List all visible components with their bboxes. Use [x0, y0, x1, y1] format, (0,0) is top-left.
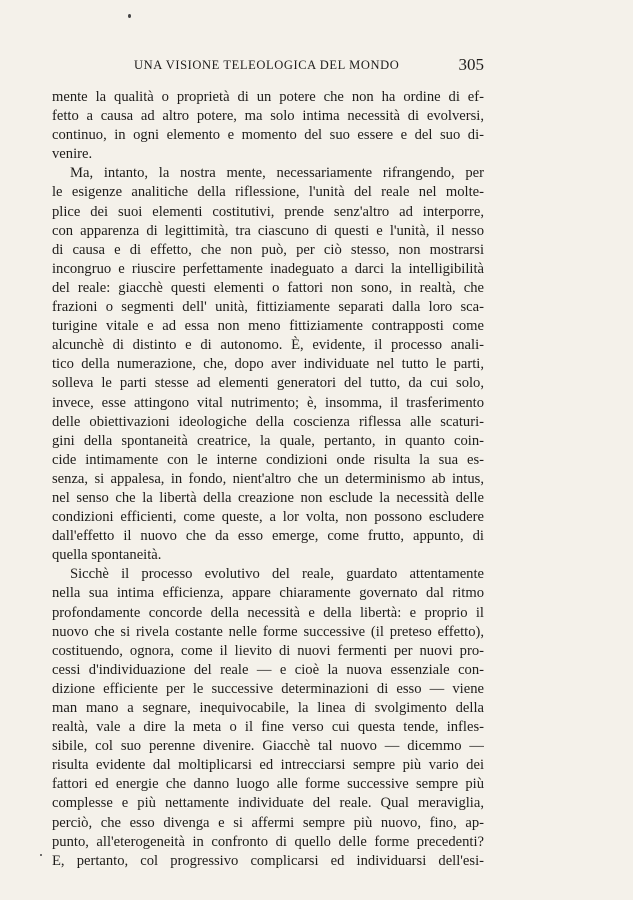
- text-line: del reale: giacchè questi elementi o fattori non sono, in realtà, che: [52, 279, 484, 296]
- text-line: complesse e più nettamente individuate del reale. Qual meraviglia,: [52, 795, 484, 812]
- text-line: man mano a segnare, inequivocabile, la linea di svolgimento della: [52, 700, 484, 716]
- text-line: nuovo che si rivela costante nelle forme successive (il preteso effetto),: [52, 623, 484, 640]
- text-line: risulta evidente dal moltiplicarsi ed intrecciarsi sempre più vario dei: [52, 757, 484, 774]
- text-line: turigine vitale e ad essa non meno fittiziamente contrapposti come: [52, 318, 484, 335]
- text-line: tico della numerazione, che, dopo aver individuate nel tutto le parti,: [52, 356, 484, 373]
- text-line: E, pertanto, col progressivo complicarsi ed individuarsi dell'esi-: [52, 852, 484, 869]
- text-line: quella spontaneità.: [52, 547, 162, 564]
- text-line: le esigenze analitiche della riflessione, l'unità del reale nel molte-: [52, 184, 484, 201]
- text-line: fattori ed energie che danno luogo alle forme successive sempre più: [52, 776, 484, 793]
- text-line: venire.: [52, 146, 93, 163]
- running-title: UNA VISIONE TELEOLOGICA DEL MONDO: [134, 58, 400, 72]
- text-line: fetto a causa ad altro potere, ma solo intima necessità di evolversi,: [52, 108, 484, 125]
- text-line: realtà, vale a dire la meta o il fine verso cui questa tende, infles-: [52, 719, 484, 736]
- text-line: continuo, in ogni elemento e momento del suo essere e del suo di-: [52, 127, 484, 144]
- text-line: perciò, che esso divenga e si affermi sempre più nuovo, fino, ap-: [52, 814, 484, 831]
- ink-speck: [40, 854, 42, 856]
- text-line: nella sua intima efficienza, appare chiaramente governato dal ritmo: [52, 585, 484, 602]
- text-line: sibile, col suo perenne divenire. Giacchè tal nuovo — dicemmo —: [52, 738, 484, 755]
- text-line: senza, si appalesa, in fondo, nient'altro che un determinismo ab intus,: [52, 470, 484, 487]
- text-line: cide intimamente con le interne condizioni onde risulta la sua es-: [52, 451, 484, 468]
- page-number: 305: [458, 55, 484, 74]
- text-line: incongruo e riuscire perfettamente inadeguato a darci la intelligibilità: [52, 260, 484, 277]
- text-line: costituendo, ognora, come il lievito di nuovi fermenti per nuovi pro-: [52, 642, 484, 659]
- body-text: [52, 88, 484, 871]
- text-line: solleva le parti stesse ad elementi generatori del tutto, da cui solo,: [52, 375, 484, 392]
- text-line: invece, esse attingono vital nutrimento; è, insomma, il trasferimento: [52, 394, 484, 411]
- text-line: gini della spontaneità creatrice, la quale, pertanto, in quanto coin-: [52, 432, 484, 449]
- text-line: cessi d'individuazione del reale — e cioè la nuova essenziale con-: [52, 661, 484, 678]
- text-line: con apparenza di legittimità, tra ciascuno di questi e l'unità, il nesso: [52, 222, 484, 239]
- text-line: di causa e di effetto, che non può, per ciò stesso, non mostrarsi: [52, 241, 484, 258]
- text-line: punto, all'eterogeneità in confronto di quello delle forme precedenti?: [52, 833, 484, 850]
- text-line: mente la qualità o proprietà di un potere che non ha ordine di ef-: [52, 89, 484, 105]
- paragraph-first-line: Sicchè il processo evolutivo del reale, guardato attentamente: [70, 566, 484, 583]
- text-line: nel senso che la libertà della creazione non esclude la necessità delle: [52, 489, 484, 506]
- text-line: condizioni efficienti, come queste, a lor volta, non possono escludere: [52, 509, 484, 526]
- page-header: [52, 55, 484, 80]
- text-line: alcunchè di distinto e di autonomo. È, evidente, il processo anali-: [52, 337, 484, 354]
- text-line: delle obiettivazioni ideologiche della coscienza riflessa alle scaturi-: [52, 413, 484, 430]
- text-line: dall'effetto il nuovo che da esso emerge, come frutto, appunto, di: [52, 528, 484, 545]
- ink-speck: [128, 14, 131, 18]
- text-line: plice dei suoi elementi costitutivi, prende senz'altro ad interporre,: [52, 203, 484, 220]
- paragraph-first-line: Ma, intanto, la nostra mente, necessariamente rifrangendo, per: [70, 165, 484, 182]
- text-line: frazioni o segmenti dell' unità, fittiziamente separati dalla loro sca-: [52, 299, 484, 316]
- text-line: dizione efficiente per le successive determinazioni di esso — viene: [52, 680, 484, 697]
- text-line: profondamente concorde della necessità e della libertà: e proprio il: [52, 604, 484, 621]
